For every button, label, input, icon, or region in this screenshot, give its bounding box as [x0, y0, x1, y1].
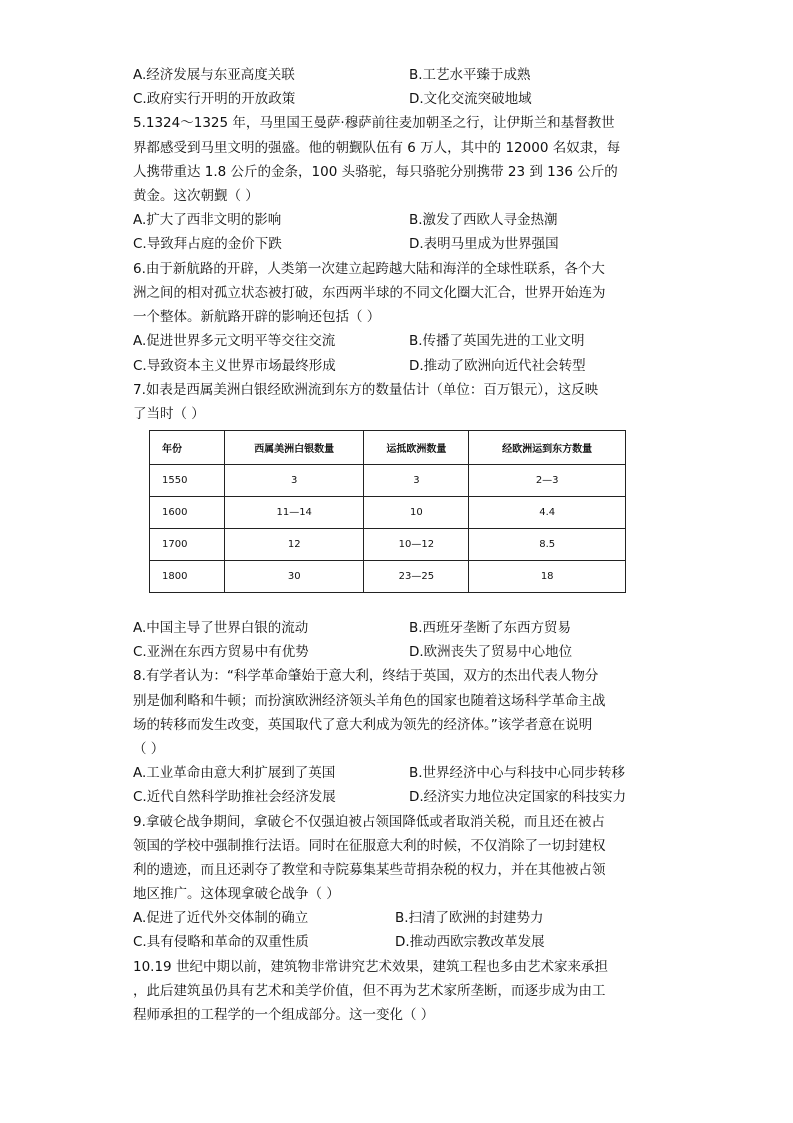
- q9-option-c[interactable]: C.具有侵略和革命的双重性质: [133, 934, 309, 950]
- q9-options-row-2: [133, 931, 673, 953]
- header-year: 年份: [150, 431, 225, 465]
- table-cell: 30: [225, 561, 364, 593]
- q7-option-a[interactable]: A.中国主导了世界白银的流动: [133, 620, 309, 636]
- q5-stem-line-4: 黄金。这次朝觐（ ）: [133, 188, 259, 204]
- table-cell: 18: [469, 561, 626, 593]
- q8-options-row-1: [133, 762, 673, 784]
- table-cell: 8.5: [469, 529, 626, 561]
- q8-option-b[interactable]: B.世界经济中心与科技中心同步转移: [409, 765, 626, 781]
- q5-stem-line-3: 人携带重达 1.8 公斤的金条，100 头骆驼，每只骆驼分别携带 23 到 136 公斤的: [133, 164, 618, 180]
- q4-option-c[interactable]: C.政府实行开明的开放政策: [133, 91, 296, 107]
- q7-stem-line-2: 了当时（ ）: [133, 406, 205, 422]
- q5-stem-line-1: 5.1324～1325 年，马里国王曼萨·穆萨前往麦加朝圣之行，让伊斯兰和基督教世: [133, 115, 615, 131]
- table-header-row: [150, 431, 626, 465]
- q8-stem-line-1: 8.有学者认为：“科学革命肇始于意大利，终结于英国，双方的杰出代表人物分: [133, 668, 599, 684]
- q4-options-row-1: [133, 64, 673, 86]
- q7-options-row-2: [133, 641, 673, 663]
- table-cell: 3: [225, 465, 364, 497]
- table-row: [150, 465, 626, 497]
- header-to-europe: 运抵欧洲数量: [364, 431, 469, 465]
- q7-option-b[interactable]: B.西班牙垄断了东西方贸易: [409, 620, 572, 636]
- q6-stem-line-2: 洲之间的相对孤立状态被打破，东西两半球的不同文化圈大汇合，世界开始连为: [133, 285, 606, 301]
- table-cell: 3: [364, 465, 469, 497]
- q8-option-d[interactable]: D.经济实力地位决定国家的科技实力: [409, 789, 627, 805]
- table-row: [150, 497, 626, 529]
- table-cell: 2—3: [469, 465, 626, 497]
- table-cell: 1550: [150, 465, 225, 497]
- q8-option-a[interactable]: A.工业革命由意大利扩展到了英国: [133, 765, 336, 781]
- silver-flow-table: [149, 430, 626, 593]
- q6-option-b[interactable]: B.传播了英国先进的工业文明: [409, 333, 585, 349]
- q4-option-d[interactable]: D.文化交流突破地域: [409, 91, 532, 107]
- table-cell: 1600: [150, 497, 225, 529]
- q6-options-row-2: [133, 355, 673, 377]
- q9-stem-line-1: 9.拿破仑战争期间，拿破仑不仅强迫被占领国降低或者取消关税，而且还在被占: [133, 814, 605, 830]
- q9-options-row-1: [133, 907, 673, 929]
- q8-stem-line-4: （ ）: [133, 741, 165, 757]
- table-row: [150, 529, 626, 561]
- q4-option-b[interactable]: B.工艺水平臻于成熟: [409, 67, 531, 83]
- q6-stem-line-1: 6.由于新航路的开辟，人类第一次建立起跨越大陆和海洋的全球性联系，各个大: [133, 261, 605, 277]
- q6-stem-line-3: 一个整体。新航路开辟的影响还包括（ ）: [133, 309, 381, 325]
- table-cell: 23—25: [364, 561, 469, 593]
- q7-option-c[interactable]: C.亚洲在东西方贸易中有优势: [133, 644, 309, 660]
- table-cell: 12: [225, 529, 364, 561]
- q6-option-a[interactable]: A.促进世界多元文明平等交往交流: [133, 333, 336, 349]
- header-to-east: 经欧洲运到东方数量: [469, 431, 626, 465]
- q9-option-b[interactable]: B.扫清了欧洲的封建势力: [395, 910, 544, 926]
- header-americas-silver: 西属美洲白银数量: [225, 431, 364, 465]
- q7-stem-line-1: 7.如表是西属美洲白银经欧洲流到东方的数量估计（单位：百万银元），这反映: [133, 382, 599, 398]
- q9-stem-line-3: 利的遗迹，而且还剥夺了教堂和寺院募集某些苛捐杂税的权力，并在其他被占领: [133, 862, 606, 878]
- table-cell: 1800: [150, 561, 225, 593]
- q7-option-d[interactable]: D.欧洲丧失了贸易中心地位: [409, 644, 573, 660]
- q9-stem-line-2: 领国的学校中强制推行法语。同时在征服意大利的时候，不仅消除了一切封建权: [133, 838, 606, 854]
- table-row: [150, 561, 626, 593]
- q9-option-d[interactable]: D.推动西欧宗教改革发展: [395, 934, 545, 950]
- table-cell: 10: [364, 497, 469, 529]
- q6-option-c[interactable]: C.导致资本主义世界市场最终形成: [133, 358, 336, 374]
- table-cell: 1700: [150, 529, 225, 561]
- table-cell: 10—12: [364, 529, 469, 561]
- q8-stem-line-2: 别是伽利略和牛顿；而扮演欧洲经济领头羊角色的国家也随着这场科学革命主战: [133, 693, 606, 709]
- q5-option-b[interactable]: B.激发了西欧人寻金热潮: [409, 212, 558, 228]
- q5-stem-line-2: 界都感受到马里文明的强盛。他的朝觐队伍有 6 万人，其中的 12000 名奴隶，每: [133, 140, 621, 156]
- q6-option-d[interactable]: D.推动了欧洲向近代社会转型: [409, 358, 586, 374]
- q10-stem-line-3: 程师承担的工程学的一个组成部分。这一变化（ ）: [133, 1007, 435, 1023]
- q8-options-row-2: [133, 786, 673, 808]
- q5-option-a[interactable]: A.扩大了西非文明的影响: [133, 212, 282, 228]
- q5-options-row-1: [133, 209, 673, 231]
- q9-stem-line-4: 地区推广。这体现拿破仑战争（ ）: [133, 886, 340, 902]
- table-cell: 4.4: [469, 497, 626, 529]
- q8-stem-line-3: 场的转移而发生改变，英国取代了意大利成为领先的经济体。”该学者意在说明: [133, 717, 593, 733]
- table-cell: 11—14: [225, 497, 364, 529]
- q5-option-d[interactable]: D.表明马里成为世界强国: [409, 236, 559, 252]
- q4-option-a[interactable]: A.经济发展与东亚高度关联: [133, 67, 295, 83]
- q8-option-c[interactable]: C.近代自然科学助推社会经济发展: [133, 789, 336, 805]
- q10-stem-line-1: 10.19 世纪中期以前，建筑物非常讲究艺术效果，建筑工程也多由艺术家来承担: [133, 959, 608, 975]
- q6-options-row-1: [133, 330, 673, 352]
- q4-options-row-2: [133, 88, 673, 110]
- q5-options-row-2: [133, 233, 673, 255]
- q9-option-a[interactable]: A.促进了近代外交体制的确立: [133, 910, 309, 926]
- q5-option-c[interactable]: C.导致拜占庭的金价下跌: [133, 236, 282, 252]
- q7-options-row-1: [133, 617, 673, 639]
- q10-stem-line-2: ，此后建筑虽仍具有艺术和美学价值，但不再为艺术家所垄断，而逐步成为由工: [133, 983, 606, 999]
